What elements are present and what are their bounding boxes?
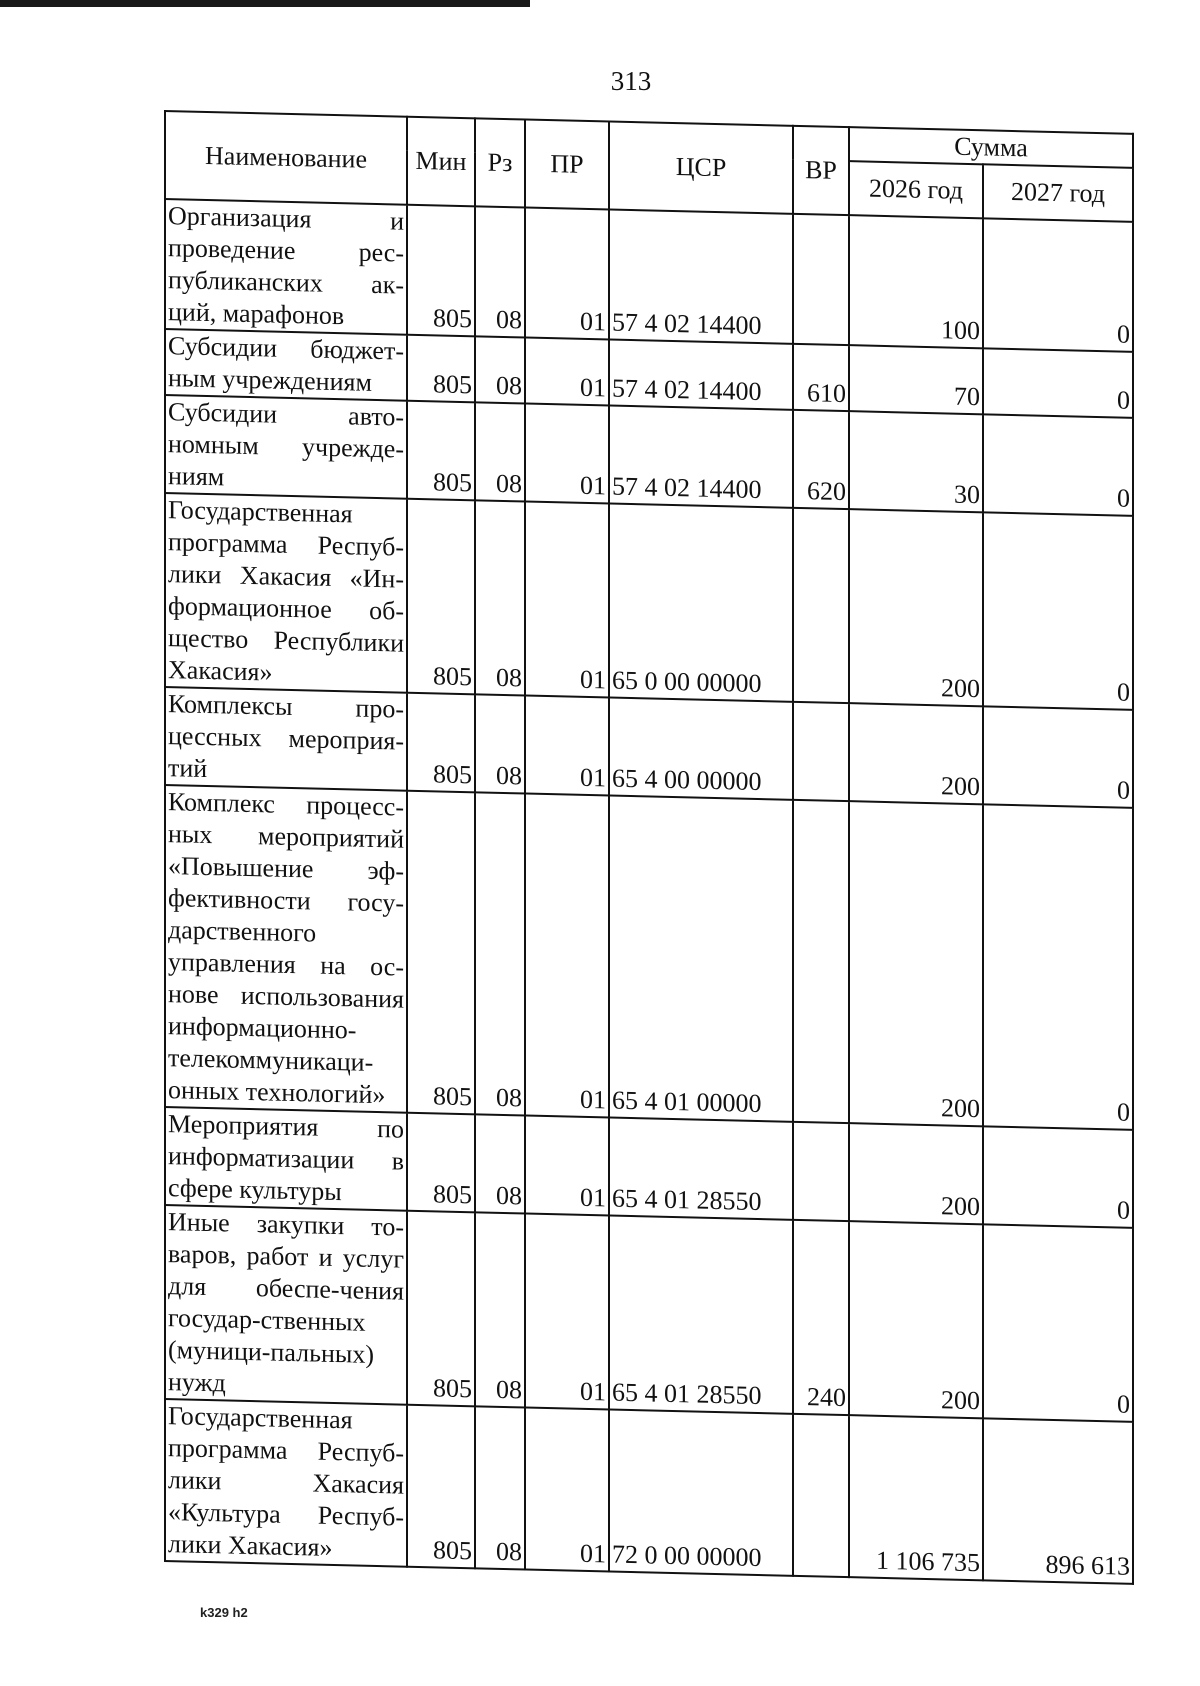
page-number: 313 xyxy=(610,66,652,96)
row-sum-2026-cell: 70 xyxy=(849,345,983,414)
row-csr-cell: 65 4 01 00000 xyxy=(609,795,793,1121)
row-rz-cell: 08 xyxy=(475,792,525,1115)
row-vr-cell: 620 xyxy=(793,410,849,509)
row-pr-cell: 01 xyxy=(525,502,609,698)
row-rz-cell: 08 xyxy=(475,1406,525,1569)
row-name-cell: Субсидии бюджет-ным учреждениям xyxy=(165,329,407,401)
row-sum-2027-cell: 0 xyxy=(983,512,1133,710)
row-min-cell: 805 xyxy=(407,205,475,337)
row-vr-cell xyxy=(793,1122,849,1221)
scan-top-edge xyxy=(0,0,1200,10)
row-name-cell: Комплекс процесс-ных мероприятий «Повышение эф-фективности госу-дарственного управления на ос-нове использования информационно-телекоммуникаци-онных технологий» xyxy=(165,785,407,1113)
table-row xyxy=(165,1205,1133,1422)
table-row xyxy=(165,785,1133,1130)
row-pr-cell: 01 xyxy=(525,208,609,340)
row-name-cell: Субсидии авто-номным учрежде-ниям xyxy=(165,395,407,499)
row-min-cell: 805 xyxy=(407,1405,475,1569)
row-pr-cell: 01 xyxy=(525,696,609,796)
row-pr-cell: 01 xyxy=(525,1408,609,1572)
row-sum-2027-cell: 0 xyxy=(983,804,1133,1130)
row-sum-2027-cell: 0 xyxy=(983,218,1133,352)
row-sum-2027-cell: 896 613 xyxy=(983,1418,1133,1584)
row-csr-cell: 65 4 01 28550 xyxy=(609,1117,793,1219)
row-pr-cell: 01 xyxy=(525,338,609,406)
row-min-cell: 805 xyxy=(407,1211,475,1407)
row-rz-cell: 08 xyxy=(475,402,525,501)
row-min-cell: 805 xyxy=(407,401,475,501)
row-csr-cell: 65 4 01 28550 xyxy=(609,1215,793,1413)
row-name-cell: Организация и проведение рес-публиканских ак-ций, марафонов xyxy=(165,199,407,335)
header-rz: Рз xyxy=(475,118,525,207)
row-sum-2026-cell: 200 xyxy=(849,509,983,706)
row-min-cell: 805 xyxy=(407,335,475,403)
row-name-cell: Комплексы про-цессных мероприя-тий xyxy=(165,687,407,791)
row-rz-cell: 08 xyxy=(475,500,525,695)
budget-table xyxy=(164,110,1134,1585)
row-min-cell: 805 xyxy=(407,693,475,793)
row-sum-2027-cell: 0 xyxy=(983,706,1133,808)
row-min-cell: 805 xyxy=(407,791,475,1115)
row-rz-cell: 08 xyxy=(475,1114,525,1213)
row-name-cell: Государственная программа Респуб-лики Хакасия «Ин-формационное об-щество Республики Хакасия» xyxy=(165,493,407,693)
row-min-cell: 805 xyxy=(407,499,475,695)
header-year-2027: 2027 год xyxy=(983,164,1133,222)
row-pr-cell: 01 xyxy=(525,1116,609,1216)
row-csr-cell: 72 0 00 00000 xyxy=(609,1409,793,1575)
row-vr-cell xyxy=(793,1414,849,1577)
row-sum-2026-cell: 200 xyxy=(849,801,983,1126)
row-sum-2026-cell: 200 xyxy=(849,703,983,804)
header-name: Наименование xyxy=(165,111,407,205)
row-vr-cell xyxy=(793,702,849,801)
header-year-2026: 2026 год xyxy=(849,161,983,218)
row-rz-cell: 08 xyxy=(475,694,525,793)
row-sum-2026-cell: 100 xyxy=(849,215,983,348)
row-csr-cell: 65 4 00 00000 xyxy=(609,697,793,799)
row-rz-cell: 08 xyxy=(475,336,525,403)
row-vr-cell xyxy=(793,508,849,703)
row-min-cell: 805 xyxy=(407,1113,475,1213)
row-pr-cell: 01 xyxy=(525,1214,609,1410)
row-pr-cell: 01 xyxy=(525,404,609,504)
row-rz-cell: 08 xyxy=(475,1212,525,1407)
table-row xyxy=(165,1399,1133,1584)
header-sum: Сумма xyxy=(849,127,1133,168)
row-name-cell: Иные закупки то-варов, работ и услуг для обеспе-чения государ-ственных (муници-пальных) нужд xyxy=(165,1205,407,1405)
row-csr-cell: 57 4 02 14400 xyxy=(609,339,793,409)
header-csr: ЦСР xyxy=(609,121,793,213)
budget-table-wrapper xyxy=(164,110,1132,1613)
row-vr-cell: 240 xyxy=(793,1220,849,1415)
row-pr-cell: 01 xyxy=(525,794,609,1118)
row-sum-2027-cell: 0 xyxy=(983,414,1133,516)
header-pr: ПР xyxy=(525,120,609,210)
row-csr-cell: 65 0 00 00000 xyxy=(609,503,793,701)
row-sum-2026-cell: 1 106 735 xyxy=(849,1415,983,1580)
header-min: Мин xyxy=(407,117,475,207)
row-csr-cell: 57 4 02 14400 xyxy=(609,209,793,343)
row-vr-cell: 610 xyxy=(793,344,849,411)
row-sum-2027-cell: 0 xyxy=(983,348,1133,418)
table-row xyxy=(165,493,1133,710)
row-sum-2026-cell: 30 xyxy=(849,411,983,512)
row-sum-2026-cell: 200 xyxy=(849,1221,983,1418)
row-sum-2026-cell: 200 xyxy=(849,1123,983,1224)
row-csr-cell: 57 4 02 14400 xyxy=(609,405,793,507)
row-name-cell: Мероприятия по информатизации в сфере культуры xyxy=(165,1107,407,1211)
row-rz-cell: 08 xyxy=(475,206,525,337)
table-row xyxy=(165,199,1133,352)
header-vr: ВР xyxy=(793,126,849,215)
footer-code: k329 h2 xyxy=(200,1605,248,1620)
row-vr-cell xyxy=(793,214,849,345)
row-sum-2027-cell: 0 xyxy=(983,1126,1133,1228)
row-sum-2027-cell: 0 xyxy=(983,1224,1133,1422)
row-vr-cell xyxy=(793,800,849,1123)
row-name-cell: Государственная программа Респуб-лики Хакасия «Культура Респуб-лики Хакасия» xyxy=(165,1399,407,1567)
